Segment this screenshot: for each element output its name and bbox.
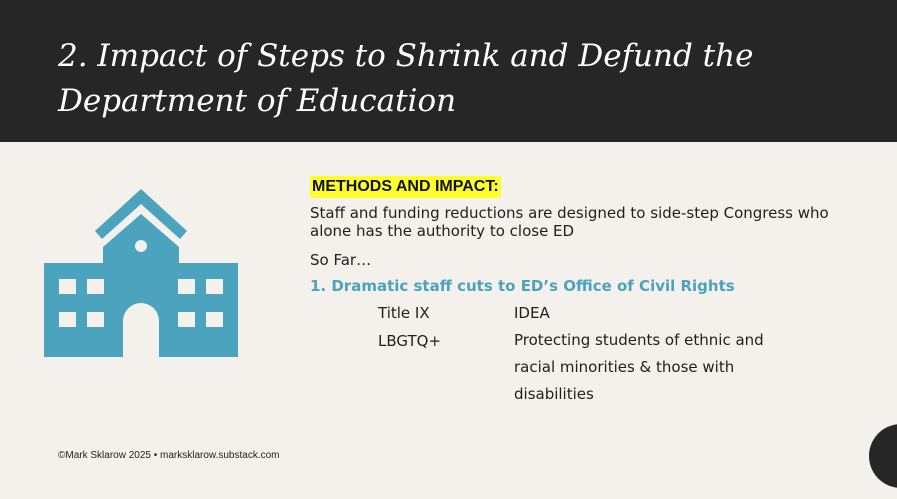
- school-building-icon: [44, 189, 238, 357]
- slide-title: 2. Impact of Steps to Shrink and Defund the Department of Education: [58, 38, 754, 119]
- list-item: Protecting students of ethnic and racial minorities & those with disabilities: [514, 331, 764, 403]
- so-far-text: So Far…: [310, 251, 372, 269]
- list-item: LBGTQ+: [378, 332, 442, 350]
- point-1-heading: 1. Dramatic staff cuts to ED’s Office of Civil Rights: [310, 277, 735, 295]
- header-bar: [0, 0, 897, 142]
- footer-credit: ©Mark Sklarow 2025 • marksklarow.substack.com: [58, 450, 280, 461]
- list-item: Title IX: [378, 304, 430, 322]
- corner-circle: [869, 424, 897, 488]
- intro-paragraph: Staff and funding reductions are designed to side-step Congress who alone has the authority to close ED: [310, 204, 829, 240]
- methods-label: METHODS AND IMPACT:: [310, 176, 501, 198]
- list-item: IDEA: [514, 304, 550, 322]
